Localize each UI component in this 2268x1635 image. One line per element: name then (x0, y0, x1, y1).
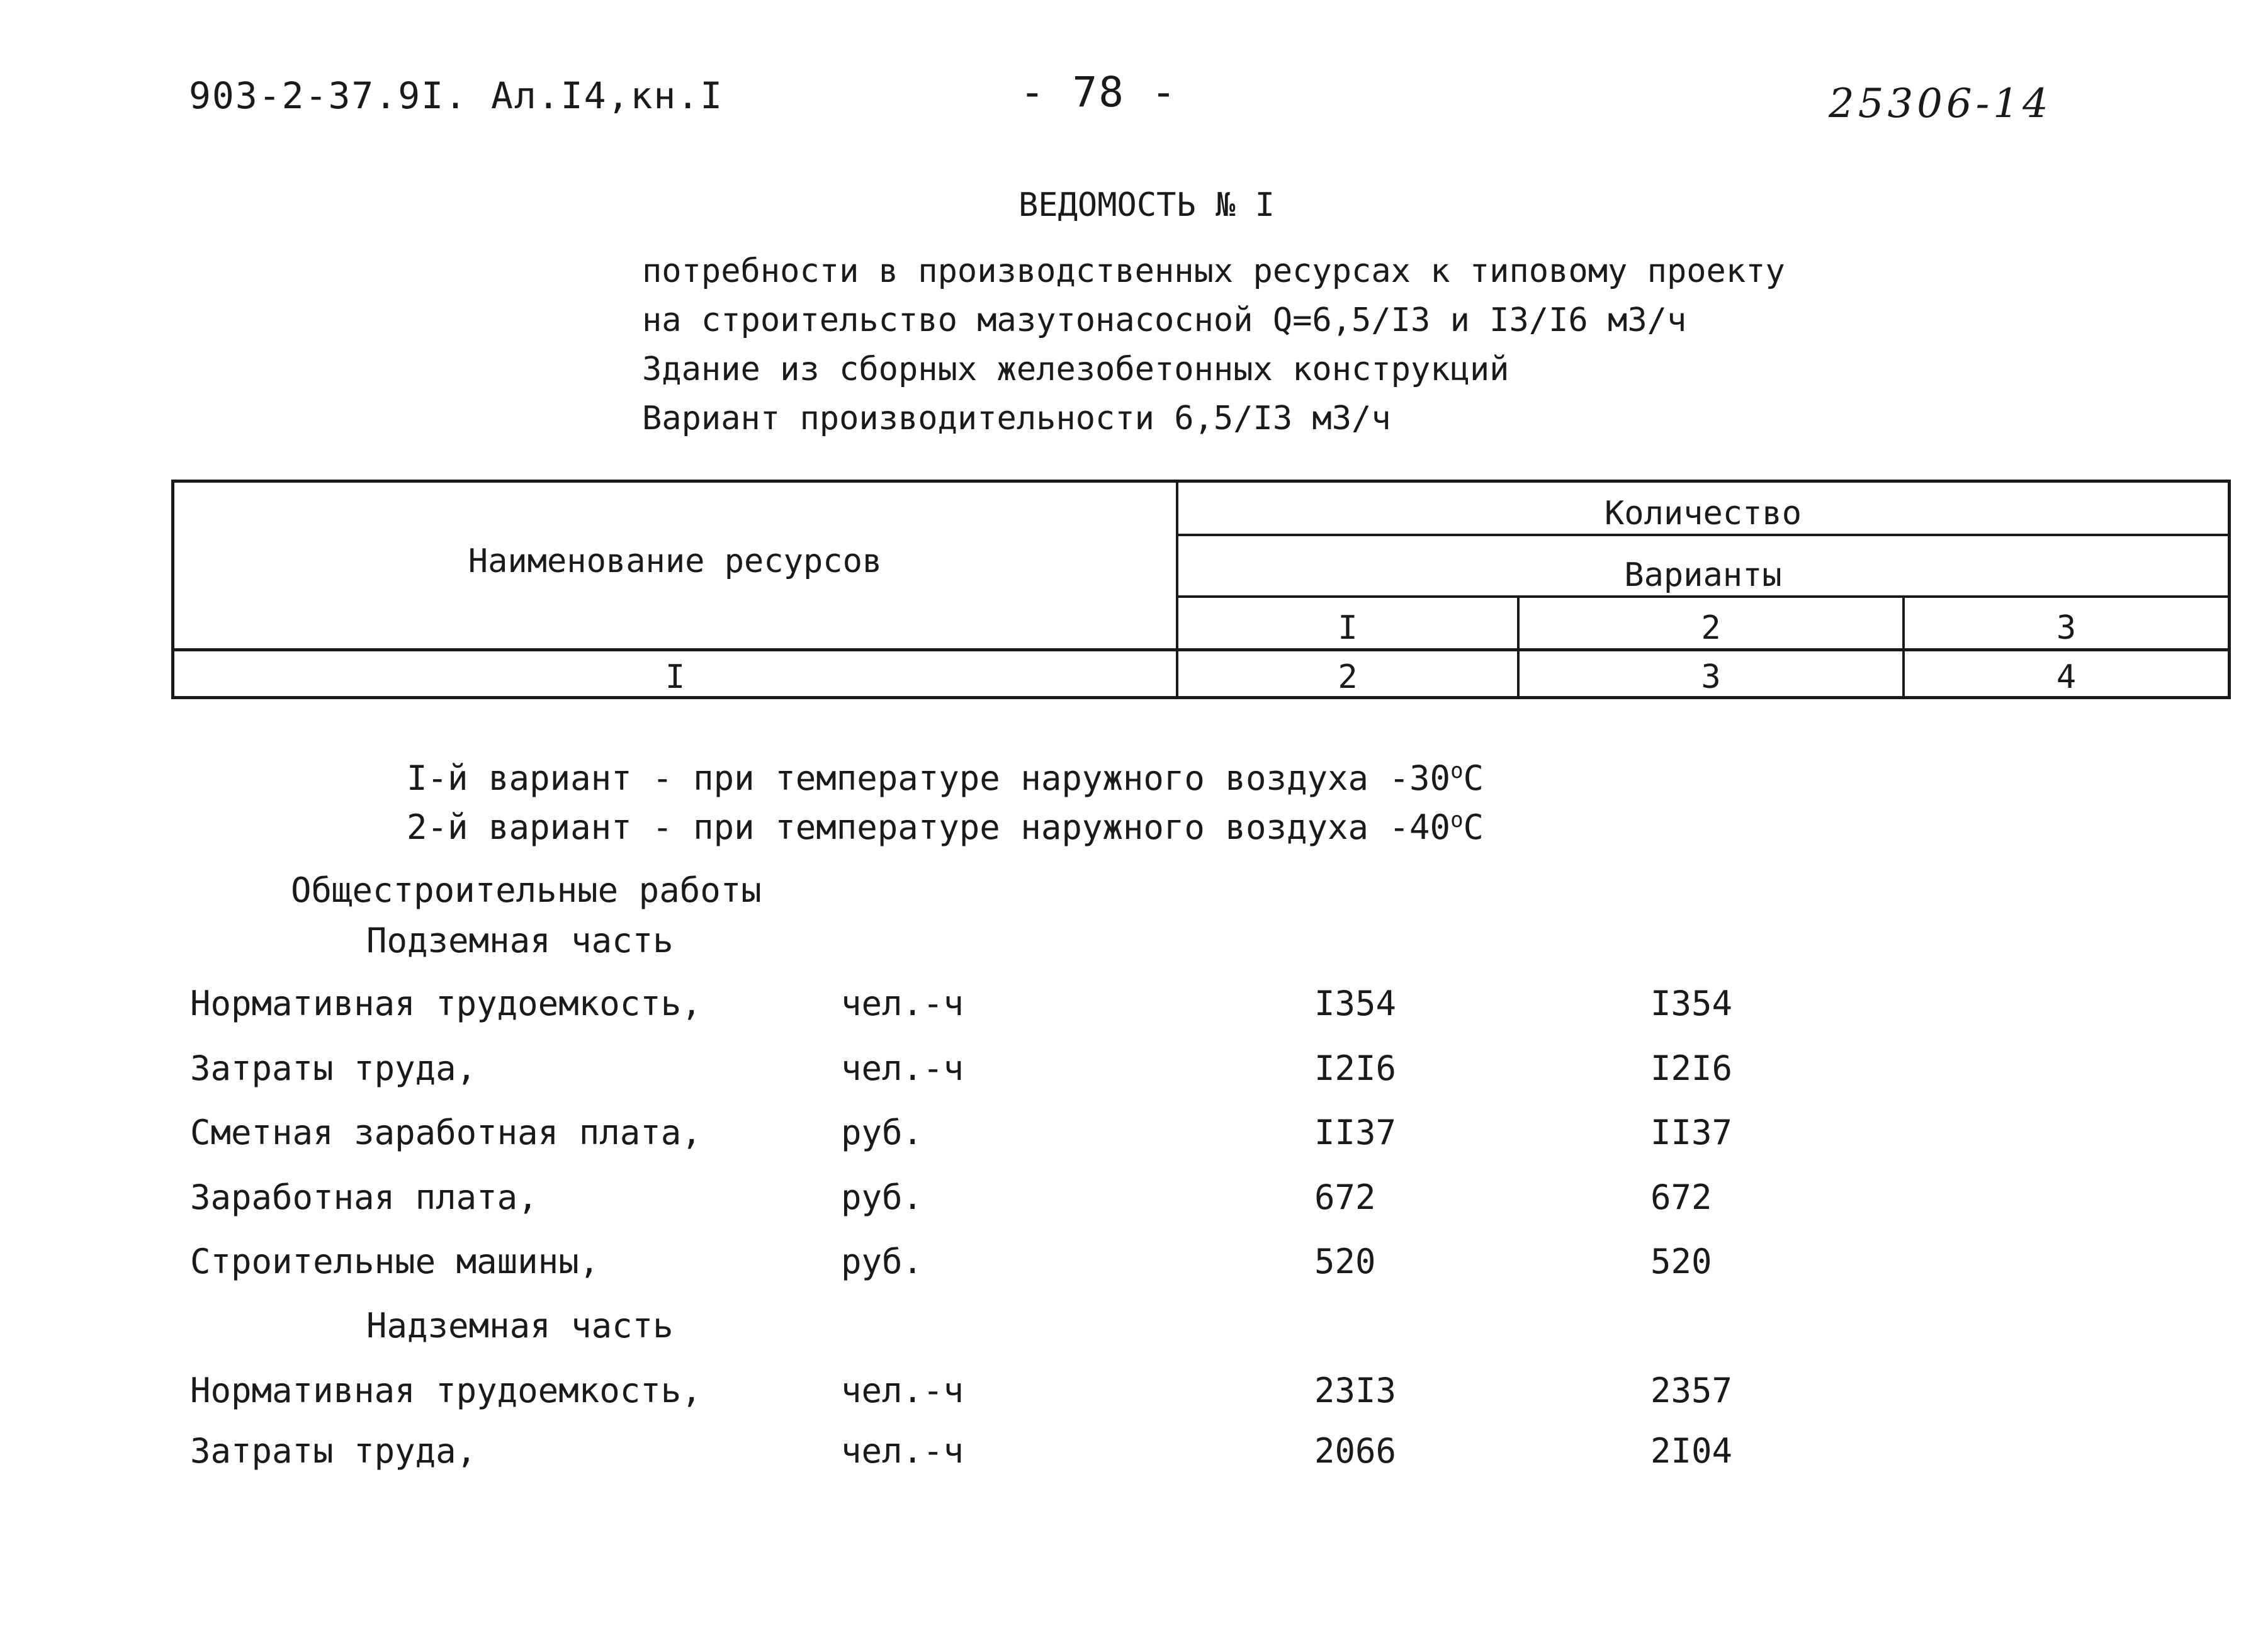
column-number-3: 3 (1701, 658, 1721, 696)
row-name: Затраты труда, (190, 1431, 477, 1471)
row-name: Нормативная трудоемкость, (190, 1371, 702, 1410)
row-unit: руб. (841, 1177, 923, 1217)
row-unit: чел.-ч (841, 984, 964, 1023)
variant-note-2 (407, 807, 1484, 847)
row-value-variant-2: II37 (1650, 1113, 1733, 1152)
resource-name-column-header: Наименование ресурсов (468, 542, 883, 580)
row-value-variant-1: I354 (1314, 984, 1397, 1023)
section-heading: Общестроительные работы (291, 870, 762, 910)
degree-unit: С (1463, 807, 1484, 847)
row-unit: чел.-ч (841, 1371, 964, 1410)
row-value-variant-1: 2066 (1314, 1431, 1397, 1471)
row-value-variant-2: 672 (1650, 1177, 1712, 1217)
statement-title: ВЕДОМОСТЬ № I (1018, 186, 1275, 224)
row-unit: чел.-ч (841, 1431, 964, 1471)
row-value-variant-2: I354 (1650, 984, 1733, 1023)
column-number-2: 2 (1338, 658, 1358, 696)
row-name: Затраты труда, (190, 1048, 477, 1088)
row-value-variant-2: 520 (1650, 1242, 1712, 1281)
subtitle-line-3: Здание из сборных железобетонных конструкций (642, 351, 1509, 388)
degree-unit: С (1463, 758, 1484, 798)
row-unit: руб. (841, 1113, 923, 1152)
underground-heading: Подземная часть (366, 921, 674, 960)
subtitle-line-1: потребности в производственных ресурсах к типовому проекту (642, 252, 1785, 290)
page-number: - 78 - (1020, 68, 1178, 116)
column-number-4: 4 (2056, 658, 2077, 696)
row-value-variant-1: 23I3 (1314, 1371, 1397, 1410)
row-value-variant-2: 2I04 (1650, 1431, 1733, 1471)
degree-sign: о (1450, 807, 1464, 833)
variant-note-2-text: 2-й вариант - при температуре наружного воздуха -40 (407, 807, 1451, 847)
variant-note-1-text: I-й вариант - при температуре наружного воздуха -30 (407, 758, 1451, 798)
aboveground-heading: Надземная часть (366, 1306, 674, 1346)
row-value-variant-2: 2357 (1650, 1371, 1733, 1410)
subtitle-block (642, 247, 1785, 443)
subtitle-line-2: на строительство мазутонасосной Q=6,5/I3 и I3/I6 м3/ч (642, 301, 1687, 339)
row-value-variant-1: 672 (1314, 1177, 1376, 1217)
row-value-variant-1: 520 (1314, 1242, 1376, 1281)
column-number-1: I (665, 658, 685, 696)
variant-number-3: 3 (2056, 609, 2077, 647)
subtitle-line-4: Вариант производительности 6,5/I3 м3/ч (642, 400, 1391, 437)
row-name: Нормативная трудоемкость, (190, 984, 702, 1023)
row-name: Сметная заработная плата, (190, 1113, 702, 1152)
document-code: 903-2-37.9I. Ал.I4,кн.I (189, 74, 724, 117)
handwritten-number: 25306-14 (1829, 81, 2052, 127)
row-value-variant-1: II37 (1314, 1113, 1397, 1152)
variant-note-1 (407, 758, 1484, 798)
row-unit: руб. (841, 1242, 923, 1281)
row-unit: чел.-ч (841, 1048, 964, 1088)
variants-header: Варианты (1624, 556, 1782, 594)
degree-sign: о (1450, 758, 1464, 784)
row-value-variant-1: I2I6 (1314, 1048, 1397, 1088)
quantity-header: Количество (1604, 495, 1802, 532)
variant-number-2: 2 (1701, 609, 1721, 647)
row-name: Строительные машины, (190, 1242, 600, 1281)
variant-number-1: I (1338, 609, 1358, 647)
row-name: Заработная плата, (190, 1177, 538, 1217)
row-value-variant-2: I2I6 (1650, 1048, 1733, 1088)
